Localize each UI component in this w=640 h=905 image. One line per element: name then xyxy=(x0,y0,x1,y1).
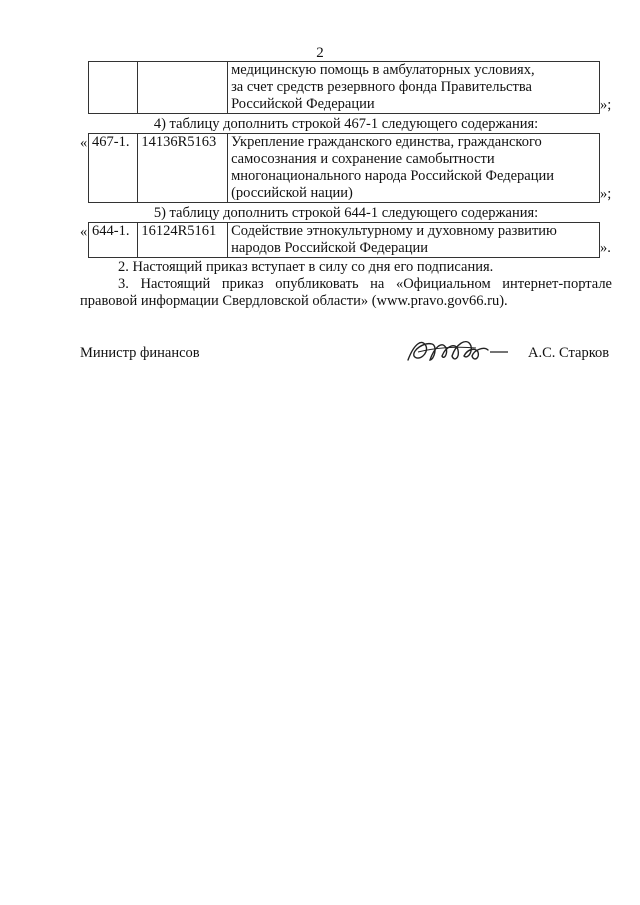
table-cell-code xyxy=(138,62,228,114)
table-cell-line: медицинскую помощь в амбулаторных условиях, xyxy=(231,62,535,78)
table-cell-num: 467-1. xyxy=(89,134,138,203)
table-cell-line: народов Российской Федерации xyxy=(231,240,429,256)
table-cell-num: 644-1. xyxy=(89,223,138,258)
opening-quote: « xyxy=(80,135,88,151)
signature-name: А.С. Старков xyxy=(528,345,610,361)
item5-intro: 5) таблицу дополнить строкой 644-1 следующего содержания: xyxy=(153,205,539,221)
closing-quote: »; xyxy=(600,97,612,113)
paragraph-3: 3. Настоящий приказ опубликовать на «Официальном интернет-портале правовой информации Свердловской области» (www.pravo.gov66.ru). xyxy=(80,276,612,309)
table-cell-name xyxy=(228,223,600,258)
table-cell-name xyxy=(228,134,600,203)
table-cell-line: самосознания и сохранение самобытности xyxy=(231,151,495,167)
table-cell-line: Содействие этнокультурному и духовному развитию xyxy=(231,223,557,239)
table-row-467-1 xyxy=(88,133,600,203)
closing-quote: ». xyxy=(600,240,611,256)
paragraph-2: 2. Настоящий приказ вступает в силу со дня его подписания. xyxy=(118,259,494,275)
table-cell-name xyxy=(228,62,600,114)
table-row-644-1 xyxy=(88,222,600,258)
signature-title: Министр финансов xyxy=(80,345,200,361)
closing-quote: »; xyxy=(600,186,612,202)
table-cell-code: 14136R5163 xyxy=(138,134,228,203)
signature-image xyxy=(404,330,514,370)
table-cell-num xyxy=(89,62,138,114)
item4-intro: 4) таблицу дополнить строкой 467-1 следующего содержания: xyxy=(153,116,539,132)
opening-quote: « xyxy=(80,224,88,240)
table-cell-line: Укрепление гражданского единства, гражданского xyxy=(231,134,542,150)
table-continuation xyxy=(88,61,600,114)
table-cell-line: за счет средств резервного фонда Правительства xyxy=(231,79,532,95)
table-cell-code: 16124R5161 xyxy=(138,223,228,258)
page-number: 2 xyxy=(316,45,324,61)
table-cell-line: многонационального народа Российской Федерации xyxy=(231,168,554,184)
table-cell-line: Российской Федерации xyxy=(231,96,375,112)
table-cell-line: (российской нации) xyxy=(231,185,353,201)
